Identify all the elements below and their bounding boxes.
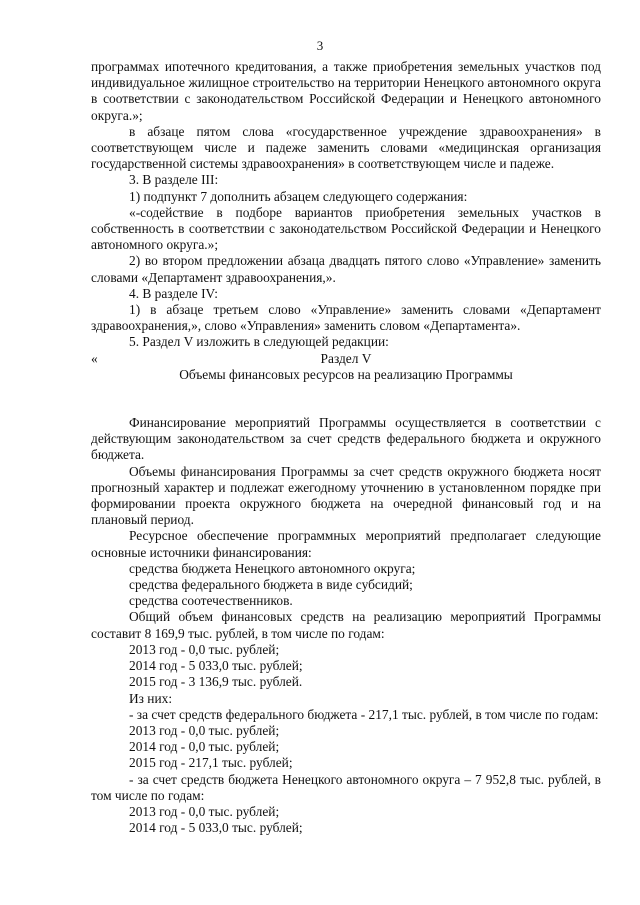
paragraph: программах ипотечного кредитования, а также приобретения земельных участков под индивидуальное жилищное строительство на территории Ненецкого автономного округа в соответствии с законодательством Российской Федерации и Ненецкого автономного округа.»; (91, 59, 601, 123)
paragraph: 5. Раздел V изложить в следующей редакции: (129, 334, 389, 350)
paragraph: 2015 год - 3 136,9 тыс. рублей. (129, 674, 303, 690)
section-heading: Раздел V (320, 350, 372, 366)
paragraph: - за счет средств федерального бюджета - 217,1 тыс. рублей, в том числе по годам: (129, 706, 599, 722)
section-v-text (91, 415, 601, 836)
paragraph: 4. В разделе IV: (129, 285, 218, 301)
paragraph: Из них: (129, 690, 173, 706)
paragraph: «-содействие в подборе вариантов приобретения земельных участков в собственность в соответствии с законодательством Российской Федерации и Ненецкого автономного округа.»; (91, 204, 601, 253)
paragraph: в абзаце пятом слова «государственное учреждение здравоохранения» в соответствующем числе и падеже заменить словами «медицинская организация государственной системы здравоохранения» в соответствующем числе и падеже. (91, 123, 601, 172)
paragraph: 2014 год - 0,0 тыс. рублей; (129, 739, 280, 755)
paragraph: 2013 год - 0,0 тыс. рублей; (129, 722, 280, 738)
opening-quote-mark: « (91, 350, 98, 366)
section-heading-row (91, 351, 601, 367)
page-number: 3 (316, 38, 324, 53)
paragraph: Общий объем финансовых средств на реализацию мероприятий Программы составит 8 169,9 тыс. рублей, в том числе по годам: (91, 609, 601, 641)
section-gap (91, 383, 601, 415)
paragraph: средства бюджета Ненецкого автономного округа; (129, 560, 416, 576)
paragraph: 2013 год - 0,0 тыс. рублей; (129, 803, 280, 819)
document-body (91, 59, 601, 836)
paragraph: 2015 год - 217,1 тыс. рублей; (129, 755, 293, 771)
paragraph: Объемы финансирования Программы за счет средств окружного бюджета носят прогнозный характер и подлежат ежегодному уточнению в установленном порядке при формировании проекта окружного бюджета на очередной финансовый год и на плановый период. (91, 463, 601, 528)
paragraph: 2014 год - 5 033,0 тыс. рублей; (129, 820, 303, 836)
paragraph: средства федерального бюджета в виде субсидий; (129, 577, 413, 593)
paragraph: 2) во втором предложении абзаца двадцать пятого слово «Управление» заменить словами «Департамент здравоохранения,». (91, 253, 601, 285)
paragraph: средства соотечественников. (129, 593, 293, 609)
paragraph: 1) в абзаце третьем слово «Управление» заменить словами «Департамент здравоохранения,», слово «Управления» заменить словом «Департамента». (91, 302, 601, 334)
paragraph: 2013 год - 0,0 тыс. рублей; (129, 641, 280, 657)
paragraph: 2014 год - 5 033,0 тыс. рублей; (129, 658, 303, 674)
section-title: Объемы финансовых ресурсов на реализацию Программы (179, 366, 513, 382)
paragraph: - за счет средств бюджета Ненецкого автономного округа – 7 952,8 тыс. рублей, в том числе по годам: (91, 771, 601, 803)
paragraph: 3. В разделе III: (129, 172, 219, 188)
paragraph: Ресурсное обеспечение программных мероприятий предполагает следующие основные источники финансирования: (91, 528, 601, 560)
amendments-text (91, 59, 601, 351)
paragraph: Финансирование мероприятий Программы осуществляется в соответствии с действующим законодательством за счет средств федерального бюджета и окружного бюджета. (91, 415, 601, 463)
paragraph: 1) подпункт 7 дополнить абзацем следующего содержания: (129, 188, 468, 204)
